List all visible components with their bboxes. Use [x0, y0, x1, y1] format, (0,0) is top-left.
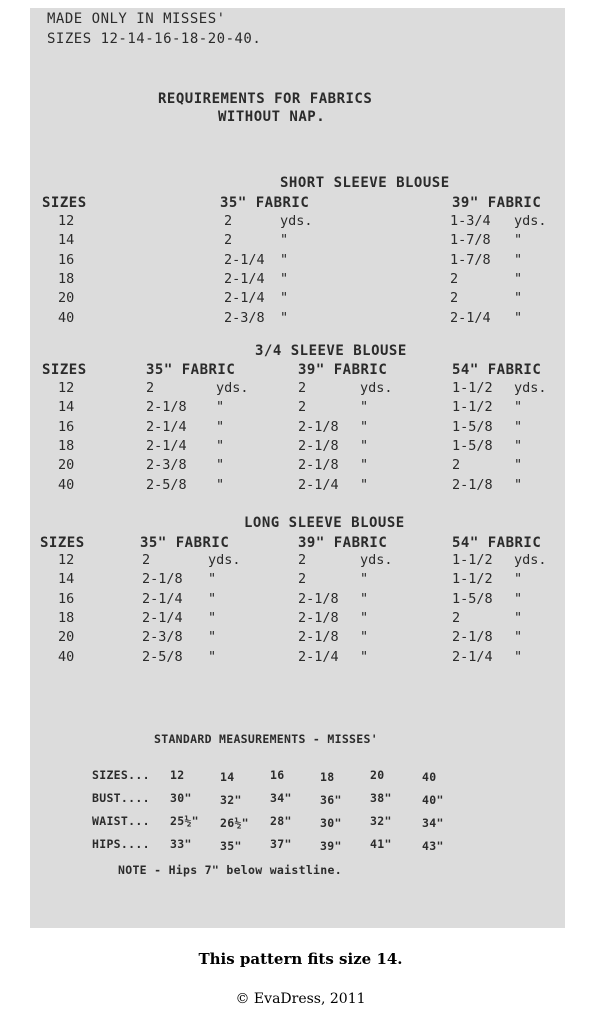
unit-cell: ": [360, 648, 369, 665]
size-cell: 20: [58, 290, 75, 307]
unit-cell: yds.: [360, 380, 393, 396]
measurement-value: 34": [270, 791, 292, 805]
yardage-cell: 2: [142, 552, 151, 568]
measurement-value: 33": [170, 837, 192, 851]
yardage-cell: 2-1/8: [142, 571, 183, 588]
yardage-cell: 2-1/8: [298, 457, 339, 474]
size-cell: 16: [58, 590, 75, 607]
short-sleeve-39-header: 39" FABRIC: [452, 195, 542, 211]
yardage-cell: 2-5/8: [142, 648, 183, 665]
unit-cell: yds.: [216, 380, 249, 396]
unit-cell: ": [216, 457, 225, 474]
unit-cell: ": [514, 648, 523, 665]
unit-cell: ": [360, 437, 369, 454]
measurement-value: 12: [170, 768, 185, 782]
yardage-cell: 2-3/8: [146, 457, 187, 474]
yardage-cell: 2: [224, 232, 233, 249]
yardage-cell: 2: [452, 609, 461, 626]
unit-cell: ": [514, 629, 523, 646]
yardage-cell: 2-1/4: [146, 437, 187, 454]
yardage-cell: 2-1/4: [224, 270, 265, 287]
unit-cell: ": [360, 571, 369, 588]
measurement-value: 26½": [220, 816, 249, 830]
yardage-cell: 2-1/8: [298, 418, 339, 435]
yardage-cell: 2-1/4: [298, 476, 339, 493]
tq-54-header: 54" FABRIC: [452, 362, 542, 378]
yardage-cell: 1-1/2: [452, 380, 493, 396]
size-cell: 20: [58, 457, 75, 474]
fit-caption: This pattern fits size 14.: [198, 950, 403, 968]
unit-cell: ": [280, 290, 289, 307]
yardage-cell: 1-1/2: [452, 399, 493, 416]
short-sleeve-35-header: 35" FABRIC: [220, 195, 310, 211]
yardage-cell: 2: [298, 571, 307, 588]
yardage-cell: 2-1/8: [452, 629, 493, 646]
measurement-value: 30": [320, 816, 342, 830]
unit-cell: ": [216, 399, 225, 416]
requirements-subtitle: WITHOUT NAP.: [218, 109, 326, 125]
unit-cell: ": [360, 629, 369, 646]
measurement-label: BUST....: [92, 791, 150, 805]
yardage-cell: 2: [298, 380, 307, 396]
unit-cell: ": [208, 590, 217, 607]
yardage-cell: 2-1/4: [298, 648, 339, 665]
yardage-cell: 2: [450, 290, 459, 307]
yardage-cell: 2-1/4: [224, 251, 265, 268]
unit-cell: yds.: [514, 380, 547, 396]
yardage-cell: 1-3/4: [450, 213, 491, 229]
long-54-header: 54" FABRIC: [452, 535, 542, 551]
unit-cell: ": [216, 437, 225, 454]
yardage-cell: 1-5/8: [452, 590, 493, 607]
unit-cell: ": [208, 629, 217, 646]
yardage-cell: 2-1/8: [298, 629, 339, 646]
size-cell: 18: [58, 270, 75, 287]
unit-cell: ": [280, 251, 289, 268]
yardage-cell: 1-1/2: [452, 552, 493, 568]
yardage-cell: 2-1/4: [452, 648, 493, 665]
measurement-label: HIPS....: [92, 837, 150, 851]
tq-sizes-header: SIZES: [42, 362, 87, 378]
size-cell: 16: [58, 418, 75, 435]
three-quarter-sleeve-title: 3/4 SLEEVE BLOUSE: [255, 343, 407, 359]
unit-cell: ": [514, 457, 523, 474]
yardage-cell: 1-5/8: [452, 437, 493, 454]
unit-cell: ": [514, 290, 523, 307]
unit-cell: ": [208, 648, 217, 665]
unit-cell: ": [514, 571, 523, 588]
unit-cell: ": [514, 309, 523, 326]
standard-measurements-title: STANDARD MEASUREMENTS - MISSES': [154, 732, 378, 746]
size-cell: 40: [58, 309, 75, 326]
measurement-value: 28": [270, 814, 292, 828]
yardage-cell: 2-1/4: [142, 590, 183, 607]
unit-cell: ": [514, 609, 523, 626]
unit-cell: yds.: [514, 213, 547, 229]
unit-cell: yds.: [514, 552, 547, 568]
tq-39-header: 39" FABRIC: [298, 362, 388, 378]
measurement-value: 14: [220, 770, 235, 784]
size-cell: 14: [58, 399, 75, 416]
unit-cell: ": [514, 418, 523, 435]
yardage-cell: 2: [298, 552, 307, 568]
long-39-header: 39" FABRIC: [298, 535, 388, 551]
tq-35-header: 35" FABRIC: [146, 362, 236, 378]
measurement-label: WAIST...: [92, 814, 150, 828]
measurement-value: 35": [220, 839, 242, 853]
measurement-value: 37": [270, 837, 292, 851]
size-cell: 12: [58, 380, 75, 396]
long-35-header: 35" FABRIC: [140, 535, 230, 551]
size-cell: 14: [58, 232, 75, 249]
yardage-cell: 2-1/8: [452, 476, 493, 493]
unit-cell: yds.: [280, 213, 313, 229]
measurement-value: 41": [370, 837, 392, 851]
unit-cell: ": [514, 590, 523, 607]
yardage-cell: 2-1/8: [298, 590, 339, 607]
yardage-cell: 2-1/8: [298, 609, 339, 626]
unit-cell: ": [514, 399, 523, 416]
measurement-value: 34": [422, 816, 444, 830]
header-line-1: MADE ONLY IN MISSES': [47, 11, 226, 27]
yardage-cell: 2: [450, 270, 459, 287]
size-cell: 12: [58, 213, 75, 229]
measurement-value: 38": [370, 791, 392, 805]
yardage-cell: 1-7/8: [450, 232, 491, 249]
unit-cell: ": [208, 609, 217, 626]
yardage-cell: 2-3/8: [224, 309, 265, 326]
yardage-cell: 2: [146, 380, 155, 396]
unit-cell: ": [514, 437, 523, 454]
measurement-value: 43": [422, 839, 444, 853]
measurement-label: SIZES...: [92, 768, 150, 782]
yardage-cell: 1-5/8: [452, 418, 493, 435]
copyright: © EvaDress, 2011: [235, 991, 366, 1007]
unit-cell: yds.: [208, 552, 241, 568]
short-sleeve-title: SHORT SLEEVE BLOUSE: [280, 175, 450, 191]
yardage-cell: 2: [452, 457, 461, 474]
measurement-value: 32": [370, 814, 392, 828]
size-cell: 20: [58, 629, 75, 646]
yardage-cell: 1-7/8: [450, 251, 491, 268]
size-cell: 14: [58, 571, 75, 588]
measurement-value: 16: [270, 768, 285, 782]
requirements-title: REQUIREMENTS FOR FABRICS: [158, 91, 373, 107]
unit-cell: ": [514, 270, 523, 287]
unit-cell: ": [216, 418, 225, 435]
long-sleeve-title: LONG SLEEVE BLOUSE: [244, 515, 405, 531]
unit-cell: ": [360, 418, 369, 435]
size-cell: 18: [58, 437, 75, 454]
yardage-cell: 2-1/4: [142, 609, 183, 626]
yardage-cell: 2-1/4: [224, 290, 265, 307]
unit-cell: ": [360, 590, 369, 607]
measurement-value: 30": [170, 791, 192, 805]
unit-cell: ": [360, 476, 369, 493]
yardage-cell: 2-1/8: [298, 437, 339, 454]
yardage-cell: 2-5/8: [146, 476, 187, 493]
unit-cell: ": [514, 232, 523, 249]
unit-cell: ": [360, 399, 369, 416]
measurement-value: 40: [422, 770, 437, 784]
unit-cell: ": [360, 457, 369, 474]
size-cell: 16: [58, 251, 75, 268]
unit-cell: ": [208, 571, 217, 588]
unit-cell: ": [360, 609, 369, 626]
unit-cell: ": [280, 309, 289, 326]
measurement-value: 25½": [170, 814, 199, 828]
measurement-value: 32": [220, 793, 242, 807]
yardage-cell: 2-1/4: [450, 309, 491, 326]
yardage-cell: 1-1/2: [452, 571, 493, 588]
yardage-cell: 2-1/8: [146, 399, 187, 416]
measurement-value: 36": [320, 793, 342, 807]
unit-cell: ": [280, 270, 289, 287]
size-cell: 40: [58, 648, 75, 665]
yardage-cell: 2: [298, 399, 307, 416]
unit-cell: ": [514, 251, 523, 268]
yardage-cell: 2: [224, 213, 233, 229]
measurement-value: 39": [320, 839, 342, 853]
yardage-cell: 2-1/4: [146, 418, 187, 435]
measurement-value: 40": [422, 793, 444, 807]
measurement-value: 18: [320, 770, 335, 784]
size-cell: 12: [58, 552, 75, 568]
size-cell: 18: [58, 609, 75, 626]
hips-note: NOTE - Hips 7" below waistline.: [118, 863, 342, 877]
long-sizes-header: SIZES: [40, 535, 85, 551]
unit-cell: ": [514, 476, 523, 493]
measurement-value: 20: [370, 768, 385, 782]
header-line-2: SIZES 12-14-16-18-20-40.: [47, 31, 262, 47]
yardage-cell: 2-3/8: [142, 629, 183, 646]
unit-cell: ": [216, 476, 225, 493]
unit-cell: yds.: [360, 552, 393, 568]
pattern-envelope-sheet: [30, 8, 565, 928]
size-cell: 40: [58, 476, 75, 493]
short-sleeve-sizes-header: SIZES: [42, 195, 87, 211]
unit-cell: ": [280, 232, 289, 249]
